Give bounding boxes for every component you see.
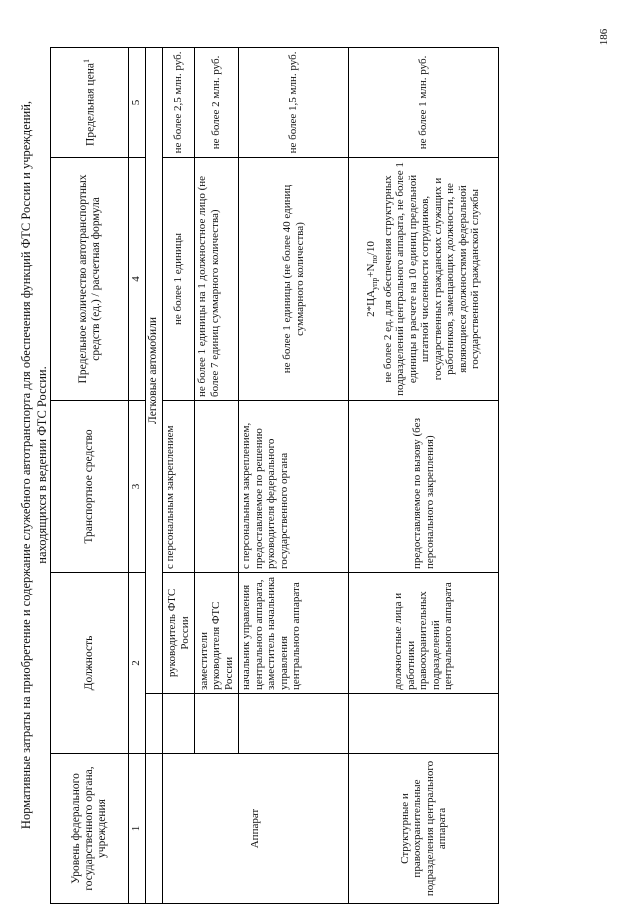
document-title — [18, 45, 50, 885]
price-cell: не более 1 млн. руб. — [349, 47, 499, 157]
quantity-cell: не более 1 единицы на 1 должностное лицо (не более 7 единиц суммарного количества) — [195, 157, 239, 400]
quantity-cell-formula — [349, 157, 499, 400]
section-title: Легковые автомобили — [146, 47, 163, 693]
col-num-2: 2 — [129, 572, 146, 753]
vehicle-cell: предоставляемое по вызову (без персонального закрепления) — [349, 400, 499, 572]
title-line-1: Нормативные затраты на приобретение и содержание служебного автотранспорта для обеспечения функций ФТС России и учреждений, — [19, 100, 33, 830]
vehicle-cell: с персональным закреплением, предоставляемое по решению руководителя федерального государственного органа — [239, 400, 349, 572]
header-price: Предельная цена$^1$ — [51, 47, 129, 157]
header-vehicle: Транспортное средство — [51, 400, 129, 572]
position-cell: должностные лица и работники правоохранительных подразделений центрального аппарата — [349, 572, 499, 693]
column-numbers-row — [129, 47, 146, 903]
position-cell: руководитель ФТС России — [163, 572, 195, 693]
price-cell: не более 1,5 млн. руб. — [239, 47, 349, 157]
vehicle-cell: с персональным закреплением — [163, 400, 195, 572]
costs-table — [50, 47, 499, 904]
quantity-text: не более 2 ед. для обеспечения структурных подразделений центрального аппарата, не более 1 единицы в расчете на 10 единиц предельной штатной численности сотрудников, государственных гражданских служащих и работников, замещающих должности, не являющиеся должностями федеральной государственной гражданской службы — [381, 162, 482, 396]
level-cell-apparatus: Аппарат — [163, 754, 349, 904]
page-number: 186 — [598, 28, 610, 46]
position-cell: заместители руководителя ФТС России — [195, 572, 239, 693]
price-cell: не более 2 млн. руб. — [195, 47, 239, 157]
title-line-2: находящихся в ведении ФТС России. — [35, 366, 49, 564]
col-num-5: 5 — [129, 47, 146, 157]
table-header-row — [51, 47, 129, 903]
col-num-4: 4 — [129, 157, 146, 400]
table-row — [349, 47, 499, 903]
price-cell: не более 2,5 млн. руб. — [163, 47, 195, 157]
header-footnote: 1 — [82, 59, 92, 64]
col-num-1: 1 — [129, 754, 146, 904]
header-quantity: Предельное количество автотранспортных средств (ед.) / расчетная формула — [51, 157, 129, 400]
position-cell: начальник управления центрального аппарата, заместитель начальника управления центрального аппарата — [239, 572, 349, 693]
section-row — [146, 47, 163, 903]
level-cell-structural: Структурные и правоохранительные подразделения центрального аппарата — [349, 754, 499, 904]
header-level: Уровень федерального государственного органа, учреждения — [51, 754, 129, 904]
header-position: Должность — [51, 572, 129, 753]
quantity-cell: не более 1 единицы — [163, 157, 195, 400]
table-row — [163, 47, 195, 903]
quantity-cell: не более 1 единицы (не более 40 единиц суммарного количества) — [239, 157, 349, 400]
quantity-formula: $2*ЦА_{упр}+N_{по}/10$ — [365, 241, 380, 317]
col-num-3: 3 — [129, 400, 146, 572]
